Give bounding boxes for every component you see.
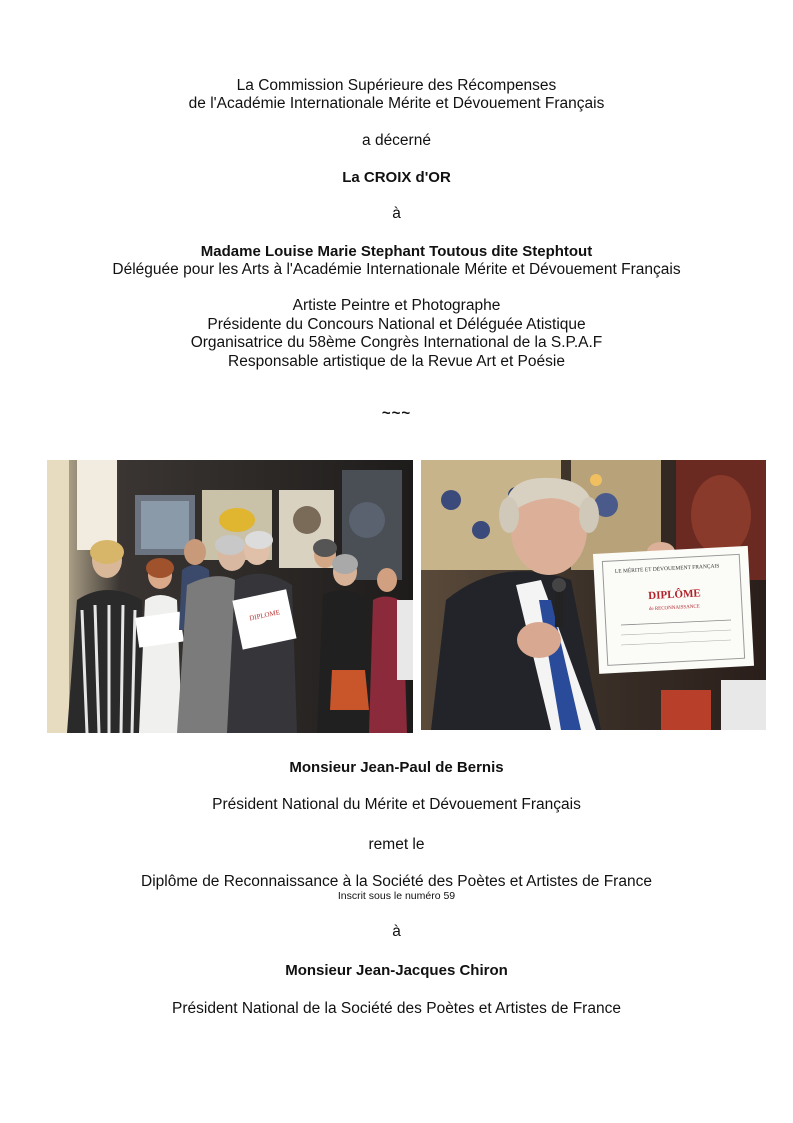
commission-line-2: de l'Académie Internationale Mérite et Dévouement Français bbox=[188, 95, 605, 112]
award-name: La CROIX d'OR bbox=[342, 169, 451, 186]
diploma-header-right: LE MÉRITE ET DÉVOUEMENT FRANÇAIS bbox=[614, 563, 720, 575]
recipient-title-1: Artiste Peintre et Photographe bbox=[292, 297, 501, 314]
receiver-role: Président National de la Société des Poètes et Artistes de France bbox=[172, 1000, 621, 1017]
recipient-title-3: Organisatrice du 58ème Congrès International de la S.P.A.F bbox=[190, 334, 603, 351]
to-text-1: à bbox=[392, 205, 401, 222]
diploma-title-right: DIPLÔME bbox=[647, 587, 702, 603]
action-text: remet le bbox=[368, 836, 425, 853]
diploma-subtitle-right: de RECONNAISSANCE bbox=[648, 604, 700, 613]
recipient-role: Déléguée pour les Arts à l'Académie Internationale Mérite et Dévouement Français bbox=[112, 261, 681, 278]
recipient-title-2: Présidente du Concours National et Déléguée Atistique bbox=[207, 316, 586, 333]
ceremony-photo-left bbox=[47, 460, 413, 733]
ceremony-photo-right bbox=[421, 460, 766, 730]
presenter-role: Président National du Mérite et Dévouement Français bbox=[212, 796, 581, 813]
diploma-text: Diplôme de Reconnaissance à la Société des Poètes et Artistes de France bbox=[141, 873, 652, 890]
recipient-name: Madame Louise Marie Stephant Toutous dite Stephtout bbox=[200, 243, 593, 260]
commission-line-1: La Commission Supérieure des Récompenses bbox=[236, 77, 557, 94]
registration-text: Inscrit sous le numéro 59 bbox=[337, 890, 456, 902]
receiver-name: Monsieur Jean-Jacques Chiron bbox=[285, 962, 508, 979]
recipient-title-4: Responsable artistique de la Revue Art et Poésie bbox=[228, 353, 565, 370]
diploma-label-left: DIPLOME bbox=[248, 608, 281, 623]
awarded-text: a décerné bbox=[362, 132, 431, 149]
separator: ~~~ bbox=[381, 405, 412, 422]
to-text-2: à bbox=[392, 923, 401, 940]
presenter-name: Monsieur Jean-Paul de Bernis bbox=[289, 759, 504, 776]
